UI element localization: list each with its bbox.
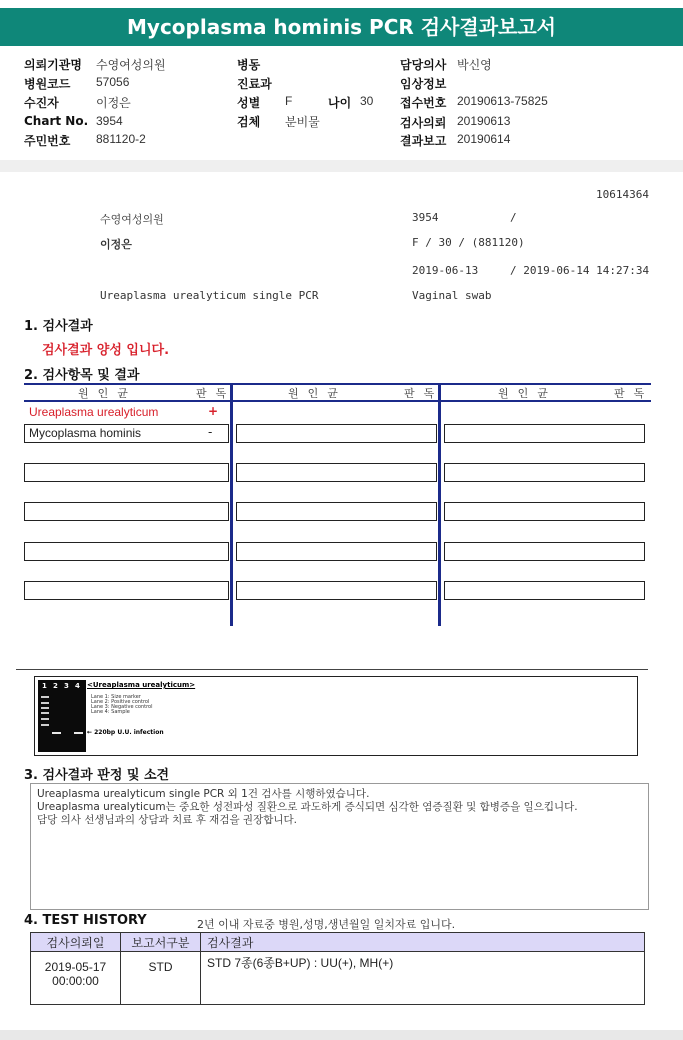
specimen-value: 분비물: [285, 115, 320, 129]
info-specimen: Vaginal swab: [412, 289, 492, 302]
gel-electrophoresis-panel: [34, 676, 638, 756]
section-2-title: 2. 검사항목 및 결과: [24, 368, 140, 383]
report-date-label: 결과보고: [400, 134, 447, 148]
hospital-code-label: 병원코드: [24, 77, 71, 91]
id-label: 주민번호: [24, 134, 71, 148]
empty-cell: [444, 424, 645, 443]
age-value: 30: [360, 94, 374, 108]
section-divider: [16, 669, 648, 670]
gel-lane-number: 2: [53, 682, 58, 690]
section-1-title: 1. 검사결과: [24, 319, 93, 334]
info-test-name: Ureaplasma urealyticum single PCR: [100, 289, 319, 302]
gel-annotation: ← 220bp U.U. infection: [87, 729, 164, 736]
history-header-date: 검사의뢰일: [31, 933, 121, 952]
id-value: 881120-2: [96, 132, 146, 146]
grid-column-separator: [438, 383, 441, 626]
empty-cell: [444, 581, 645, 600]
history-time: 00:00:00: [52, 974, 99, 988]
sample-band: [74, 732, 83, 734]
info-clinic: 수영여성의원: [100, 213, 164, 226]
positive-control-band: [52, 732, 61, 734]
chart-label: Chart No.: [24, 114, 89, 128]
info-sex-age: F / 30 / (881120): [412, 236, 525, 249]
sex-value: F: [285, 94, 293, 108]
gel-lane-number: 1: [42, 682, 47, 690]
organism-row-ureaplasma: Ureaplasma urealyticum: [29, 405, 159, 419]
info-chart: 3954: [412, 211, 439, 224]
gel-legend-item: Lane 3: Negative control: [91, 704, 153, 710]
empty-cell: [444, 542, 645, 561]
institution-value: 수영여성의원: [96, 58, 166, 72]
opinion-line: Ureaplasma urealyticum는 중요한 성전파성 질환으로 과도하게 증식되면 심각한 염증질환 및 합병증을 일으킵니다.: [37, 801, 578, 813]
patient-label: 수진자: [24, 96, 59, 110]
opinion-line: 담당 의사 선생님과의 상담과 치료 후 재검을 권장합니다.: [37, 814, 297, 826]
sex-label: 성별: [237, 96, 261, 110]
divider-band: [0, 160, 683, 172]
gel-legend-item: Lane 2: Positive control: [91, 699, 150, 705]
result-mycoplasma: -: [208, 425, 213, 439]
col-judgement-header: 판독: [196, 387, 236, 400]
empty-cell: [236, 542, 437, 561]
info-request-date: 2019-06-13: [412, 264, 479, 277]
empty-cell: [236, 424, 437, 443]
col-organism-header: 원인균: [498, 387, 557, 400]
section-3-title: 3. 검사결과 판정 및 소견: [24, 768, 170, 783]
empty-cell: [236, 502, 437, 521]
col-judgement-header: 판독: [614, 387, 654, 400]
receipt-value: 20190613-75825: [457, 94, 548, 108]
gel-lane-number: 4: [75, 682, 80, 690]
empty-cell: [444, 463, 645, 482]
table-row: [31, 952, 645, 1005]
grid-column-separator: [230, 383, 233, 626]
gel-image: [38, 680, 86, 752]
marker-band: [41, 702, 49, 704]
opinion-box: [30, 783, 649, 910]
footer-band: [0, 1030, 683, 1040]
chart-value: 3954: [96, 114, 123, 128]
marker-band: [41, 696, 49, 698]
history-type: STD: [121, 952, 201, 1005]
report-date-value: 20190614: [457, 132, 511, 146]
report-header: [0, 52, 683, 160]
empty-cell: [24, 542, 229, 561]
empty-cell: [24, 463, 229, 482]
history-date-cell: [31, 952, 121, 1005]
marker-band: [41, 712, 49, 714]
history-result: STD 7종(6종B+UP) : UU(+), MH(+): [201, 952, 645, 1005]
report-code: 10614364: [596, 188, 649, 201]
info-report-datetime: / 2019-06-14 14:27:34: [510, 264, 650, 277]
empty-cell: [236, 581, 437, 600]
history-table: [30, 932, 645, 1005]
marker-band: [41, 724, 49, 726]
info-slash: /: [510, 211, 517, 224]
history-header-result: 검사결과: [201, 933, 645, 952]
receipt-label: 접수번호: [400, 96, 447, 110]
info-patient: 이정은: [100, 238, 132, 251]
col-organism-header: 원인균: [78, 387, 137, 400]
dept-label: 진료과: [237, 77, 272, 91]
ward-label: 병동: [237, 58, 261, 72]
history-note: 2년 이내 자료중 병원,성명,생년월일 일치자료 입니다.: [197, 918, 456, 931]
result-ureaplasma: +: [208, 404, 219, 418]
request-value: 20190613: [457, 114, 511, 128]
col-judgement-header: 판독: [404, 387, 444, 400]
doctor-value: 박신영: [457, 58, 492, 72]
history-header-type: 보고서구분: [121, 933, 201, 952]
report-title: Mycoplasma hominis PCR 검사결과보고서: [0, 8, 683, 46]
section-4-title: 4. TEST HISTORY: [24, 913, 147, 928]
result-summary: 검사결과 양성 입니다.: [42, 343, 170, 358]
doctor-label: 담당의사: [400, 58, 447, 72]
marker-band: [41, 707, 49, 709]
organism-row-mycoplasma: Mycoplasma hominis: [24, 424, 229, 443]
gel-legend-item: Lane 4: Sample: [91, 709, 130, 715]
clinical-label: 임상정보: [400, 77, 447, 91]
col-organism-header: 원인균: [288, 387, 347, 400]
empty-cell: [24, 581, 229, 600]
empty-cell: [236, 463, 437, 482]
hospital-code-value: 57056: [96, 75, 130, 89]
institution-label: 의뢰기관명: [24, 58, 82, 72]
age-label: 나이: [328, 96, 352, 110]
gel-lane-number: 3: [64, 682, 69, 690]
request-label: 검사의뢰: [400, 116, 447, 130]
opinion-line: Ureaplasma urealyticum single PCR 외 1건 검사를 시행하였습니다.: [37, 788, 370, 800]
gel-legend-item: Lane 1: Size marker: [91, 694, 141, 700]
specimen-label: 검체: [237, 115, 261, 129]
gel-title: <Ureaplasma urealyticum>: [87, 681, 196, 689]
empty-cell: [24, 502, 229, 521]
marker-band: [41, 718, 49, 720]
history-date: 2019-05-17: [44, 960, 107, 974]
empty-cell: [444, 502, 645, 521]
patient-value: 이정은: [96, 96, 131, 110]
